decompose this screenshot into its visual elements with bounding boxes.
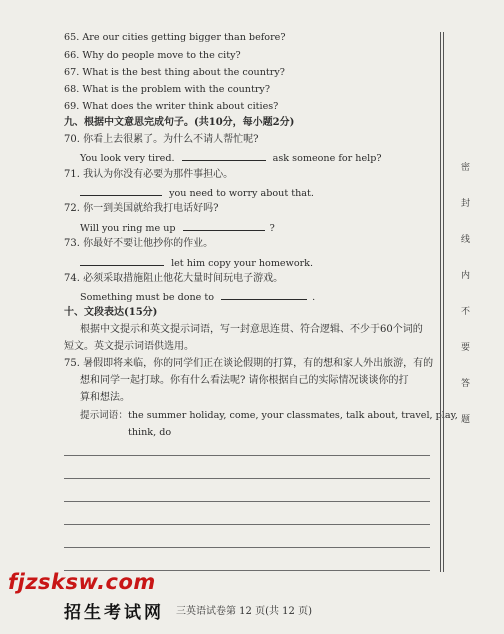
- question-74-prompt: [64, 273, 283, 285]
- question-70-prompt: [64, 134, 258, 146]
- question-70-answer: [80, 151, 382, 165]
- writing-line[interactable]: [64, 524, 430, 525]
- question-71-answer: [80, 186, 314, 200]
- answer-blank[interactable]: [182, 151, 266, 161]
- answer-blank[interactable]: [221, 290, 307, 300]
- chinese-prompt: 必须采取措施阻止他花大量时间玩电子游戏。: [83, 273, 284, 284]
- question-text: What is the best thing about the country?: [82, 67, 285, 78]
- sentence-end: ?: [269, 223, 275, 234]
- seal-char: 封: [461, 199, 471, 209]
- question-text: What is the problem with the country?: [82, 84, 270, 95]
- question-65: [64, 32, 285, 44]
- sentence-start: Will you ring me up: [80, 223, 176, 234]
- question-number: 70.: [64, 134, 80, 145]
- chinese-prompt: 我认为你没有必要为那件事担心。: [83, 169, 234, 180]
- seal-char: 题: [461, 415, 471, 425]
- section-10-instruction-1: 根据中文提示和英文提示词语，写一封意思连贯、符合逻辑、不少于60个词的: [80, 324, 423, 335]
- section-10-title: 十、文段表达(15分): [64, 307, 158, 318]
- seal-char: 密: [461, 163, 471, 173]
- sentence-end: ask someone for help?: [272, 153, 382, 164]
- question-text: Are our cities getting bigger than before?: [82, 32, 286, 43]
- question-75-line-1: [64, 358, 433, 370]
- seal-char: 线: [461, 235, 471, 245]
- answer-blank[interactable]: [183, 221, 265, 231]
- writing-line[interactable]: [64, 455, 430, 456]
- question-74-answer: [80, 290, 315, 304]
- question-67: [64, 67, 285, 79]
- answer-blank[interactable]: [80, 186, 162, 196]
- question-number: 69.: [64, 101, 80, 112]
- watermark-name: 招生考试网: [64, 603, 164, 623]
- question-73-answer: [80, 256, 313, 270]
- question-68: [64, 84, 270, 96]
- chinese-prompt: 你最好不要让他抄你的作业。: [83, 238, 214, 249]
- writing-line[interactable]: [64, 547, 430, 548]
- seal-rule: [440, 32, 441, 572]
- question-72-answer: [80, 221, 275, 235]
- question-69: [64, 101, 278, 113]
- watermark-site: fjzsksw.com: [8, 570, 156, 594]
- question-number: 71.: [64, 169, 80, 180]
- question-75-line-2: 想和同学一起打球。你有什么看法呢? 请你根据自己的实际情况谈谈你的打: [80, 375, 409, 386]
- question-number: 72.: [64, 203, 80, 214]
- question-72-prompt: [64, 203, 218, 215]
- question-number: 68.: [64, 84, 80, 95]
- chinese-prompt: 你一到美国就给我打电话好吗?: [83, 203, 219, 214]
- question-number: 66.: [64, 50, 80, 61]
- section-10-instruction-2: 短文。英文提示词语供选用。: [64, 341, 194, 352]
- seal-rule-outer: [443, 32, 444, 572]
- question-text: Why do people move to the city?: [82, 50, 241, 61]
- seal-char: 内: [461, 271, 471, 281]
- page-footer: 三英语试卷第 12 页(共 12 页): [176, 606, 312, 617]
- question-75-line-3: 算和想法。: [80, 392, 130, 403]
- sentence-end: you need to worry about that.: [169, 188, 314, 199]
- seal-char: 要: [461, 343, 471, 353]
- question-text: What does the writer think about cities?: [82, 101, 279, 112]
- sentence-start: Something must be done to: [80, 292, 215, 303]
- sentence-start: You look very tired.: [80, 153, 175, 164]
- writing-line[interactable]: [64, 501, 430, 502]
- question-text: 暑假即将来临，你的同学们正在谈论假期的打算，有的想和家人外出旅游，有的: [83, 358, 434, 369]
- hint-words-1: 提示词语：the summer holiday, come, your classmates, talk about, travel, play,: [80, 410, 458, 421]
- seal-char: 不: [461, 307, 471, 317]
- question-number: 67.: [64, 67, 80, 78]
- question-number: 73.: [64, 238, 80, 249]
- sentence-end: let him copy your homework.: [171, 258, 314, 269]
- question-71-prompt: [64, 169, 233, 181]
- question-73-prompt: [64, 238, 213, 250]
- sentence-end: .: [312, 292, 316, 303]
- question-number: 65.: [64, 32, 80, 43]
- question-66: [64, 50, 241, 62]
- answer-blank[interactable]: [80, 256, 164, 266]
- section-9-title: 九、根据中文意思完成句子。(共10分，每小题2分): [64, 117, 295, 128]
- seal-char: 答: [461, 379, 471, 389]
- question-number: 75.: [64, 358, 80, 369]
- question-number: 74.: [64, 273, 80, 284]
- hint-words-2: think, do: [128, 427, 172, 438]
- chinese-prompt: 你看上去很累了。为什么不请人帮忙呢?: [83, 134, 259, 145]
- writing-line[interactable]: [64, 478, 430, 479]
